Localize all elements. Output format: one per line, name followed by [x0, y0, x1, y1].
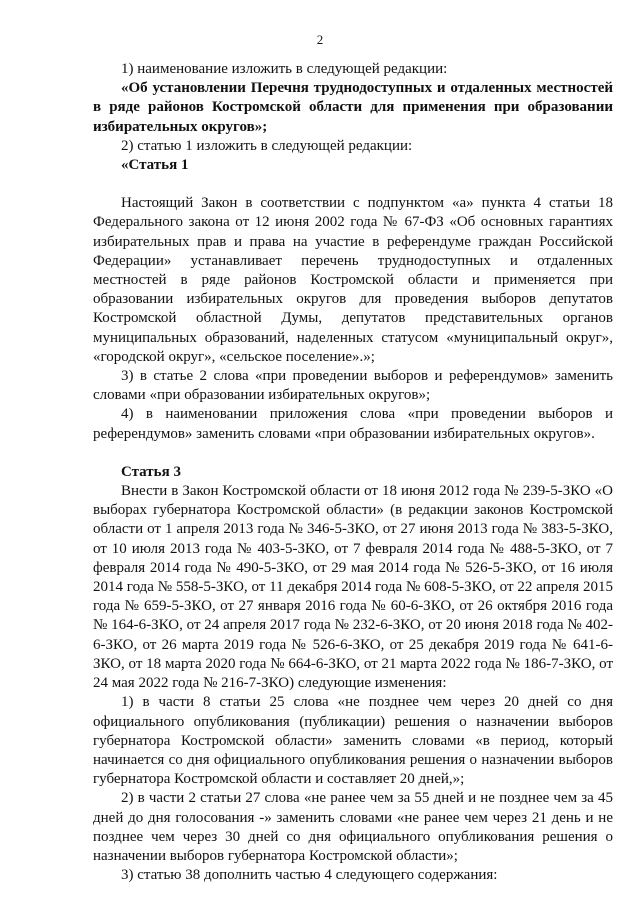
law-title-quote: «Об установлении Перечня труднодоступных и отдаленных местностей в ряде районов Костромской области для применения при образовании избирательных округов»;	[93, 80, 613, 135]
spacer	[93, 444, 613, 463]
page-number: 2	[316, 32, 324, 47]
article-3-item-3: 3) статью 38 дополнить частью 4 следующего содержания:	[121, 867, 498, 884]
document-body	[93, 60, 613, 885]
article-1-heading: «Статья 1	[121, 157, 189, 174]
article-3-heading: Статья 3	[121, 463, 181, 480]
article-1-text: Настоящий Закон в соответствии с подпунктом «а» пункта 4 статьи 18 Федерального закона от 12 июня 2002 года № 67-ФЗ «Об основных гарантиях избирательных прав и права на участие в референдуме граждан Российской Федерации» устанавливает перечень труднодоступных и отдаленных местностей в ряде районов Костромской области и применяется при образовании избирательных округов для проведения выборов депутатов Костромской областной Думы, депутатов представительных органов муниципальных образований, наделенных статусом «муниципальный округ», «городской округ», «сельское поселение».»;	[93, 195, 613, 365]
amendment-item-4: 4) в наименовании приложения слова «при проведении выборов и референдумов» заменить словами «при образовании избирательных округов».	[93, 406, 613, 442]
article-3-item-1: 1) в части 8 статьи 25 слова «не позднее чем через 20 дней со дня официального опубликования (публикации) решения о назначении выборов губернатора Костромской области» заменить словами «в период, который начинается со дня официального опубликования решения о назначении выборов губернатора Костромской области и составляет 20 дней,»;	[93, 694, 613, 788]
article-3-item-2: 2) в части 2 статьи 27 слова «не ранее чем за 55 дней и не позднее чем за 45 дней до дня голосования -» заменить словами «не ранее чем через 21 день и не позднее чем через 30 дней со дня официального опубликования решения о назначении выборов губернатора Костромской области»;	[93, 790, 613, 864]
amendment-item-3: 3) в статье 2 слова «при проведении выборов и референдумов» заменить словами «при образовании избирательных округов»;	[93, 368, 613, 404]
spacer	[93, 175, 613, 194]
article-3-intro: Внести в Закон Костромской области от 18 июня 2012 года № 239-5-ЗКО «О выборах губернатора Костромской области» (в редакции законов Костромской области от 1 апреля 2013 года № 346-5-ЗКО, от 27 июня 2013 года № 383-5-ЗКО, от 10 июля 2013 года № 403-5-ЗКО, от 7 февраля 2014 года № 488-5-ЗКО, от 7 февраля 2014 года № 490-5-ЗКО, от 29 мая 2014 года № 526-5-ЗКО, от 16 июля 2014 года № 558-5-ЗКО, от 11 декабря 2014 года № 608-5-ЗКО, от 22 апреля 2015 года № 659-5-ЗКО, от 27 января 2016 года № 60-6-ЗКО, от 26 октября 2016 года № 164-6-ЗКО, от 24 апреля 2017 года № 232-6-ЗКО, от 20 июня 2018 года № 402-6-ЗКО, от 26 марта 2019 года № 526-6-ЗКО, от 25 декабря 2019 года № 641-6-ЗКО, от 18 марта 2020 года № 664-6-ЗКО, от 21 марта 2022 года № 186-7-ЗКО, от 24 мая 2022 года № 216-7-ЗКО) следующие изменения:	[93, 483, 613, 692]
amendment-item-1: 1) наименование изложить в следующей редакции:	[121, 61, 448, 77]
amendment-item-2: 2) статью 1 изложить в следующей редакции:	[121, 137, 413, 154]
